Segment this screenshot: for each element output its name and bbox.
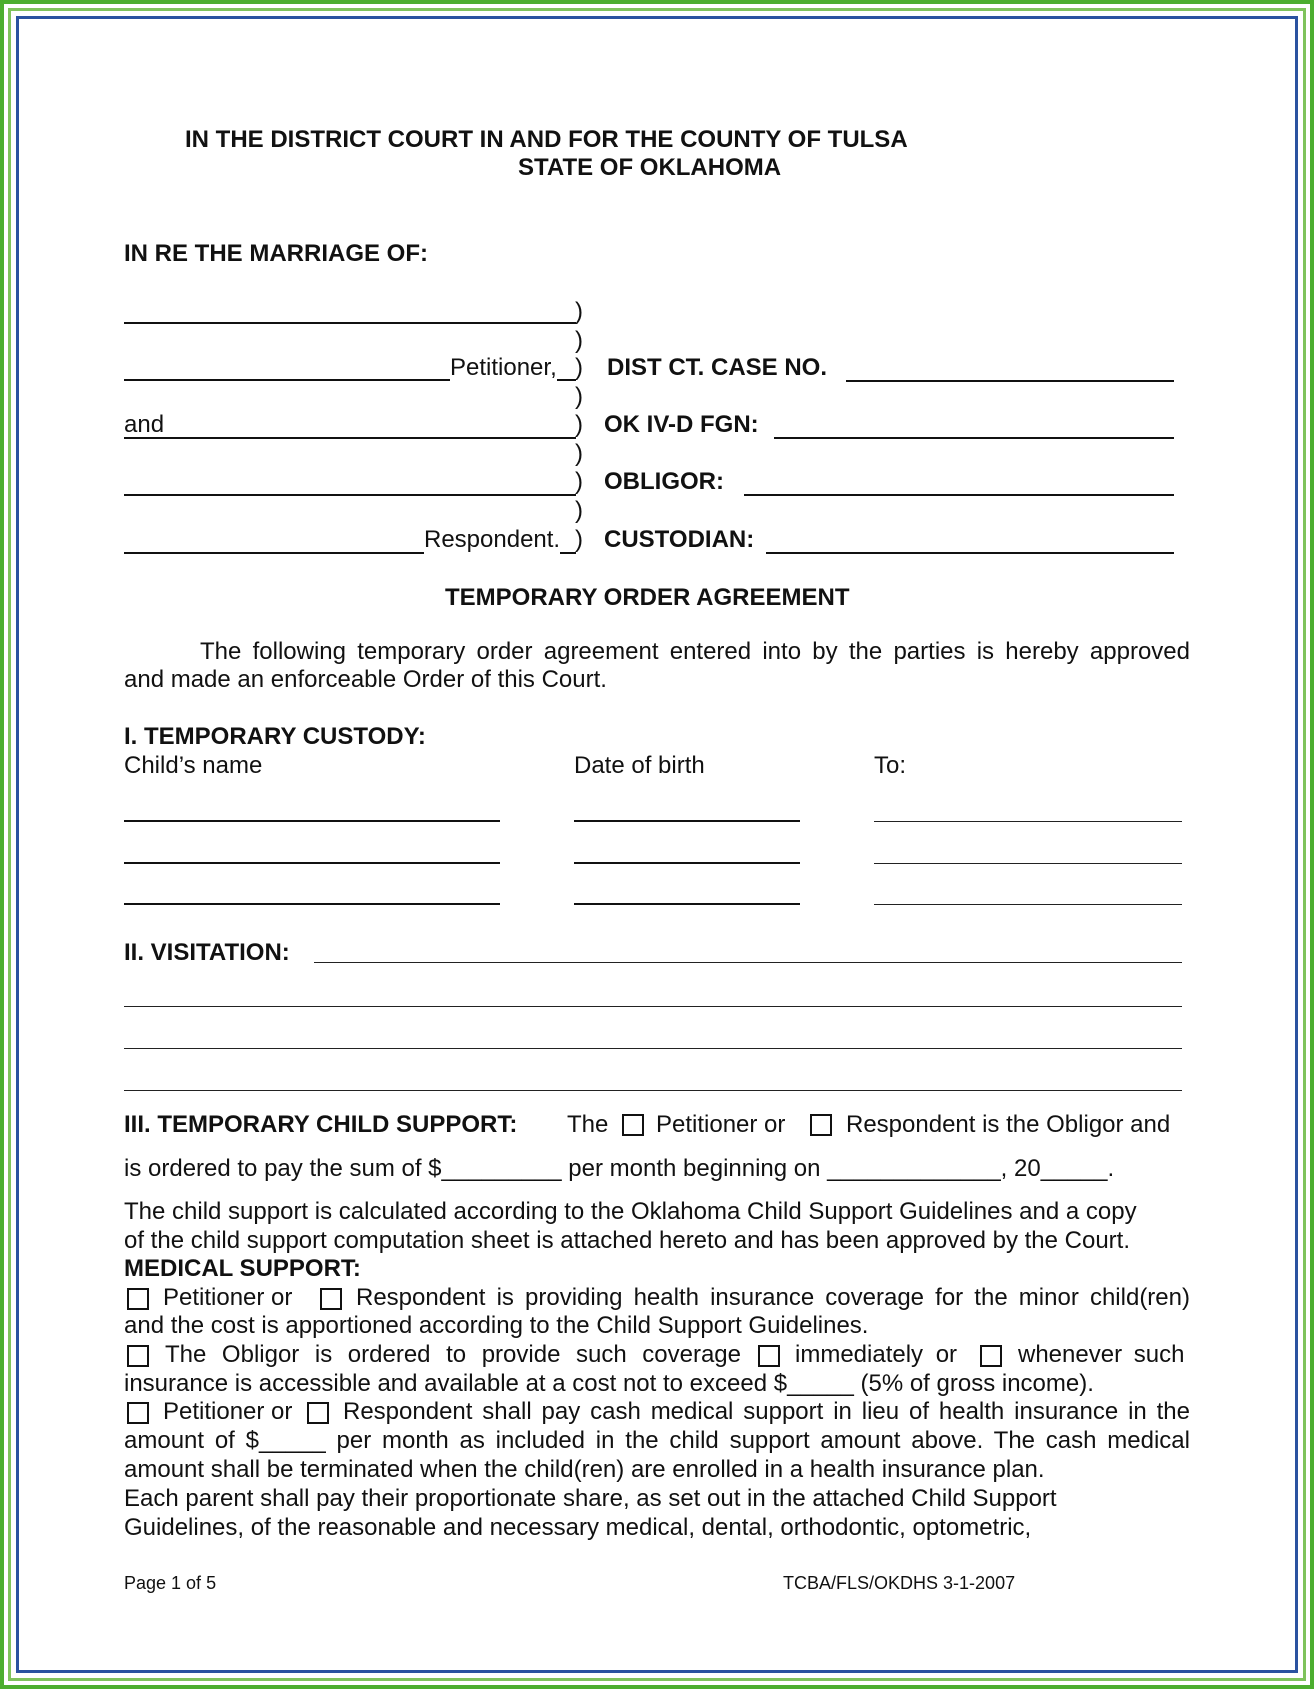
the-word: The	[567, 1111, 609, 1138]
paren: )	[575, 411, 583, 438]
court-heading: IN THE DISTRICT COURT IN AND FOR THE COUNTY OF TULSA	[185, 126, 908, 153]
visitation-heading: II. VISITATION:	[124, 939, 290, 966]
visitation-field[interactable]	[124, 1090, 1182, 1091]
custodian-field[interactable]	[766, 552, 1174, 554]
intro-line-1: The following temporary order agreement entered into by the parties is hereby approved	[200, 638, 1190, 665]
respondent-name-line-1[interactable]	[124, 437, 576, 439]
petitioner-or-label: Petitioner or	[656, 1111, 786, 1138]
respondent-obligor-checkbox[interactable]	[810, 1114, 832, 1136]
child-name-column: Child’s name	[124, 752, 263, 779]
obligor-label: OBLIGOR:	[604, 468, 724, 495]
p1-line-2: and the cost is apportioned according to the Child Support Guidelines.	[124, 1312, 869, 1339]
p3-respondent-checkbox[interactable]	[307, 1402, 329, 1424]
respondent-label: Respondent.	[424, 526, 561, 553]
p2-line-2: insurance is accessible and available at a cost not to exceed $_____ (5% of gross income).	[124, 1370, 1094, 1397]
custodian-to-field[interactable]	[874, 863, 1182, 864]
child-name-field[interactable]	[124, 862, 500, 864]
p3-rest: Respondent shall pay cash medical support in lieu of health insurance in the	[343, 1398, 1190, 1425]
visitation-field[interactable]	[124, 1006, 1182, 1007]
p1-rest: Respondent is providing health insurance coverage for the minor child(ren)	[356, 1284, 1190, 1311]
p3-line-3: amount shall be terminated when the child(ren) are enrolled in a health insurance plan.	[124, 1456, 1045, 1483]
p3-petitioner-or: Petitioner or	[163, 1398, 293, 1425]
paren: )	[575, 497, 583, 524]
child-name-field[interactable]	[124, 820, 500, 822]
in-re-heading: IN RE THE MARRIAGE OF:	[124, 240, 428, 267]
case-no-field[interactable]	[846, 380, 1174, 382]
child-support-heading: III. TEMPORARY CHILD SUPPORT:	[124, 1111, 518, 1138]
petitioner-label: Petitioner,	[450, 354, 557, 381]
paren: )	[575, 354, 583, 381]
medical-heading: MEDICAL SUPPORT:	[124, 1255, 361, 1282]
p1-petitioner-or: Petitioner or	[163, 1284, 293, 1311]
dob-column: Date of birth	[574, 752, 705, 779]
form-id: TCBA/FLS/OKDHS 3-1-2007	[783, 1573, 1016, 1593]
fgn-field[interactable]	[774, 437, 1174, 439]
visitation-field[interactable]	[314, 962, 1182, 963]
state-heading: STATE OF OKLAHOMA	[518, 154, 782, 181]
custody-heading: I. TEMPORARY CUSTODY:	[124, 723, 426, 750]
dob-field[interactable]	[574, 820, 800, 822]
support-amount-line: is ordered to pay the sum of $_________ per month beginning on _____________, 20_____.	[124, 1155, 1115, 1182]
petitioner-obligor-checkbox[interactable]	[622, 1114, 644, 1136]
child-name-field[interactable]	[124, 903, 500, 905]
paren: )	[575, 440, 583, 467]
dob-field[interactable]	[574, 903, 800, 905]
calc-line-2: of the child support computation sheet is attached hereto and has been approved by the Court.	[124, 1227, 1130, 1254]
to-column: To:	[874, 752, 907, 779]
p2-whenever-label: whenever such	[1018, 1341, 1185, 1368]
p3-line-2: amount of $_____ per month as included in the child support amount above. The cash medical	[124, 1427, 1190, 1454]
paren: )	[575, 298, 583, 325]
page-number: Page 1 of 5	[124, 1573, 217, 1593]
calc-line-1: The child support is calculated according to the Oklahoma Child Support Guidelines and a copy	[124, 1198, 1137, 1225]
p4-line-2: Guidelines, of the reasonable and necessary medical, dental, orthodontic, optometric,	[124, 1514, 1032, 1541]
custodian-to-field[interactable]	[874, 904, 1182, 905]
custodian-to-field[interactable]	[874, 821, 1182, 822]
paren: )	[575, 327, 583, 354]
visitation-field[interactable]	[124, 1048, 1182, 1049]
document-title: TEMPORARY ORDER AGREEMENT	[445, 584, 850, 611]
p2-immediately-checkbox[interactable]	[758, 1345, 780, 1367]
petitioner-name-line-1[interactable]	[124, 322, 576, 324]
intro-line-2: and made an enforceable Order of this Court.	[124, 666, 607, 693]
respondent-obligor-label: Respondent is the Obligor and	[846, 1111, 1171, 1138]
p1-petitioner-checkbox[interactable]	[127, 1288, 149, 1310]
paren: )	[575, 468, 583, 495]
p3-petitioner-checkbox[interactable]	[127, 1402, 149, 1424]
respondent-name-line-2[interactable]	[124, 494, 576, 496]
p2-obligor-checkbox[interactable]	[127, 1345, 149, 1367]
paren: )	[575, 383, 583, 410]
p2-whenever-checkbox[interactable]	[980, 1345, 1002, 1367]
paren: )	[575, 526, 583, 553]
p2-immediately-label: immediately or	[795, 1341, 958, 1368]
case-no-label: DIST CT. CASE NO.	[607, 354, 828, 381]
and-label: and	[124, 411, 165, 438]
obligor-field[interactable]	[744, 494, 1174, 496]
custodian-label: CUSTODIAN:	[604, 526, 755, 553]
p2-obligor-text: The Obligor is ordered to provide such coverage	[165, 1341, 741, 1368]
p4-line-1: Each parent shall pay their proportionate share, as set out in the attached Child Support	[124, 1485, 1057, 1512]
dob-field[interactable]	[574, 862, 800, 864]
p1-respondent-checkbox[interactable]	[320, 1288, 342, 1310]
fgn-label: OK IV-D FGN:	[604, 411, 759, 438]
